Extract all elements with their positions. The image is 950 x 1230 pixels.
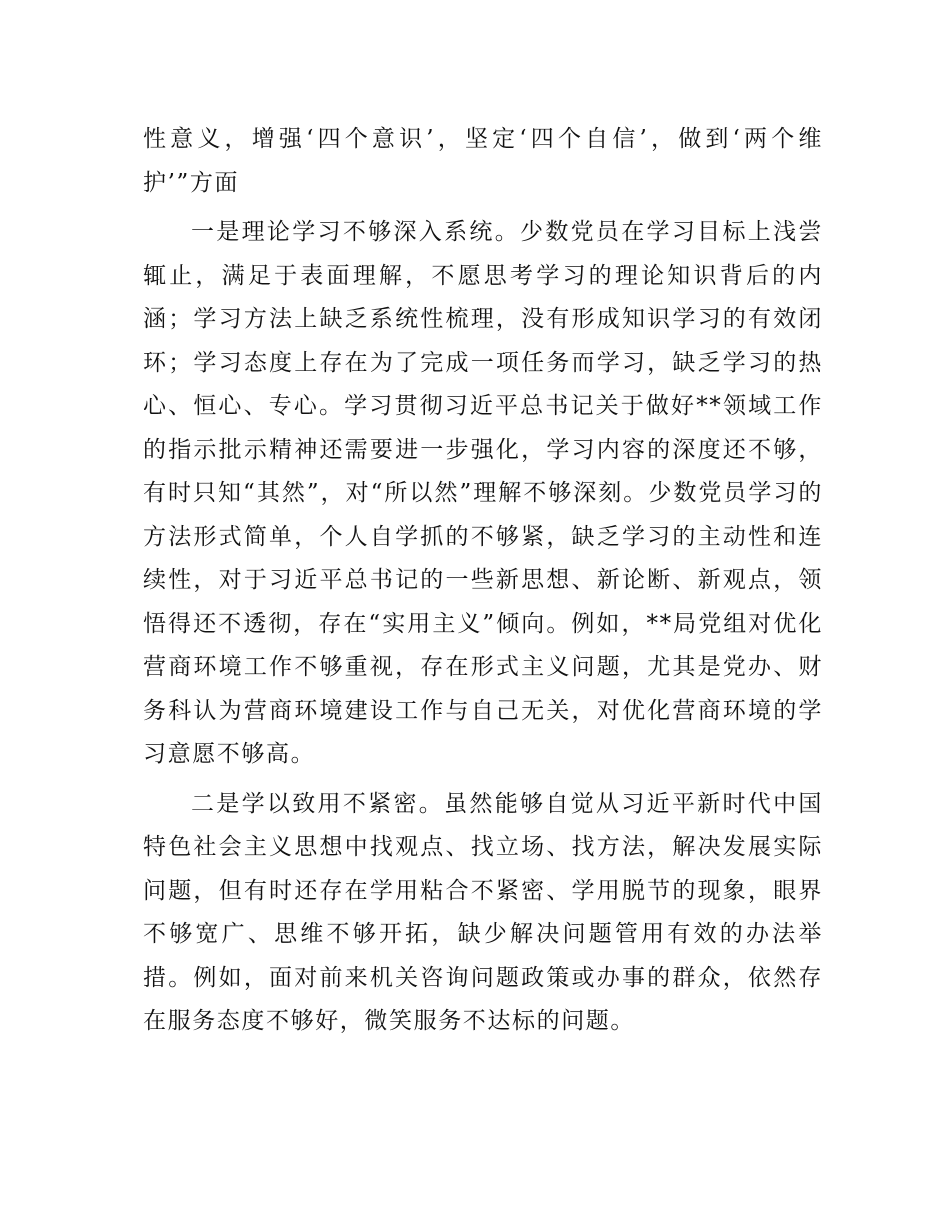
heading-continuation: 性意义，增强‘四个意识’，坚定‘四个自信’，做到‘两个维护’”方面	[143, 126, 823, 196]
document-body	[143, 118, 823, 1044]
paragraph-point-two: 二是学以致用不紧密。虽然能够自觉从习近平新时代中国特色社会主义思想中找观点、找立场、找方法，解决发展实际问题，但有时还存在学用粘合不紧密、学用脱节的现象，眼界不够宽广、思维不够开拓，缺少解决问题管用有效的办法举措。例如，面对前来机关咨询问题政策或办事的群众，依然存在服务态度不够好，微笑服务不达标的问题。	[143, 790, 823, 1034]
paragraph-point-one: 一是理论学习不够深入系统。少数党员在学习目标上浅尝辄止，满足于表面理解，不愿思考学习的理论知识背后的内涵；学习方法上缺乏系统性梳理，没有形成知识学习的有效闭环；学习态度上存在为了完成一项任务而学习，缺乏学习的热心、恒心、专心。学习贯彻习近平总书记关于做好**领域工作的指示批示精神还需要进一步强化，学习内容的深度还不够，有时只知“其然”，对“所以然”理解不够深刻。少数党员学习的方法形式简单，个人自学抓的不够紧，缺乏学习的主动性和连续性，对于习近平总书记的一些新思想、新论断、新观点，领悟得还不透彻，存在“实用主义”倾向。例如，**局党组对优化营商环境工作不够重视，存在形式主义问题，尤其是党办、财务科认为营商环境建设工作与自己无关，对优化营商环境的学习意愿不够高。	[143, 219, 823, 767]
